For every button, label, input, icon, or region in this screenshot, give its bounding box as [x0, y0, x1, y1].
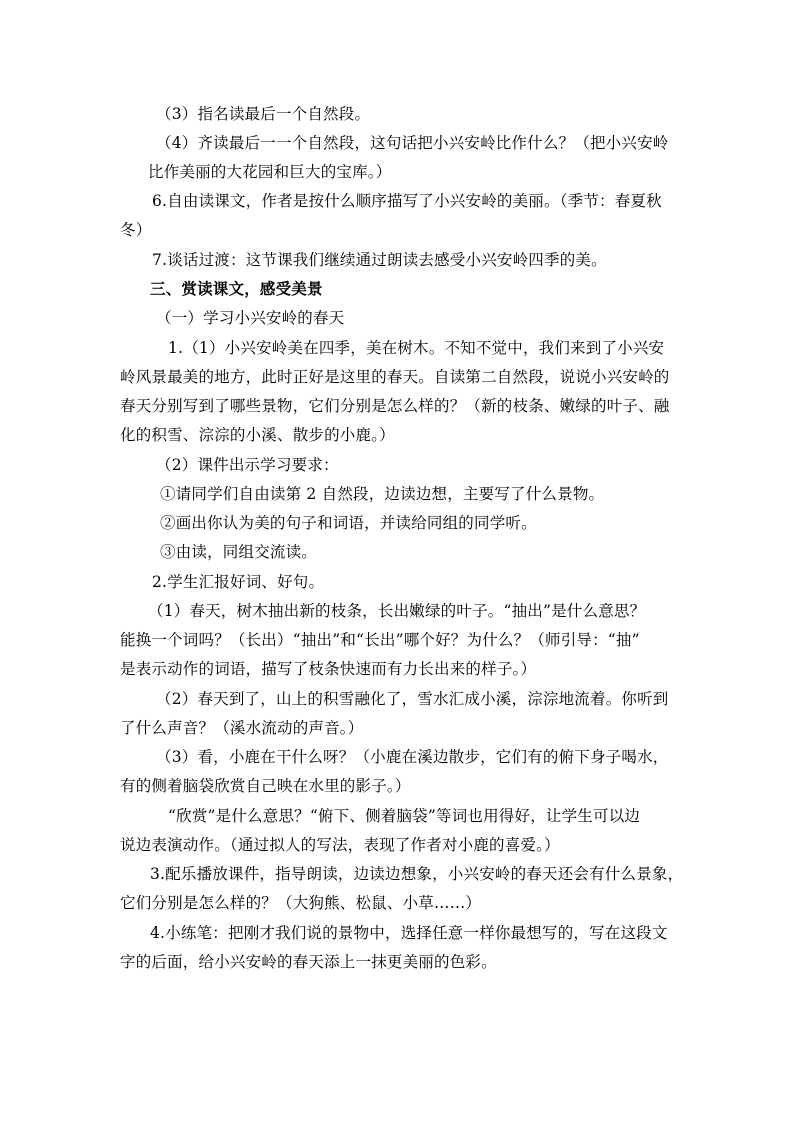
- text-line: 能换一个词吗？（长出）“抽出”和“长出”哪个好？为什么？（师引导：“抽”: [120, 631, 640, 649]
- list-item: ②画出你认为美的句子和词语，并读给同组的同学听。: [160, 514, 537, 532]
- text-line: （3）指名读最后一个自然段。: [156, 105, 371, 123]
- text-line: 岭风景最美的地方，此时正好是这里的春天。自读第二自然段，说说小兴安岭的: [120, 368, 670, 386]
- text-line: 有的侧着脑袋欣赏自己映在水里的影子。）: [120, 777, 411, 795]
- text-line: 7.谈话过渡：这节课我们继续通过朗读去感受小兴安岭四季的美。: [152, 251, 607, 269]
- text-line: 1.（1）小兴安岭美在四季，美在树木。不知不觉中，我们来到了小兴安: [168, 339, 665, 357]
- text-line: 化的积雪、淙淙的小溪、散步的小鹿。）: [120, 426, 395, 444]
- text-line: 了什么声音？（溪水流动的声音。）: [120, 719, 364, 737]
- text-line: （4）齐读最后一一个自然段，这句话把小兴安岭比作什么？（把小兴安岭: [156, 134, 669, 152]
- section-heading: 三、赏读课文，感受美景: [150, 279, 323, 298]
- text-line: 3.配乐播放课件，指导朗读，边读边想象，小兴安岭的春天还会有什么景象，: [150, 865, 684, 883]
- text-line: 2.学生汇报好词、好句。: [152, 573, 325, 591]
- text-line: 6.自由读课文，作者是按什么顺序描写了小兴安岭的美丽。（季节：春夏秋: [152, 192, 662, 210]
- subsection-heading: （一）学习小兴安岭的春天: [156, 309, 345, 327]
- text-line: “欣赏”是什么意思？“俯下、侧着脑袋”等词也用得好，让学生可以边: [168, 807, 641, 825]
- list-item: ①请同学们自由读第 2 自然段，边读边想，主要写了什么景物。: [160, 485, 605, 503]
- text-line: 冬）: [120, 221, 152, 239]
- text-line: 是表示动作的词语，描写了枝条快速而有力长出来的样子。）: [120, 660, 537, 678]
- text-line: 说边表演动作。（通过拟人的写法，表现了作者对小鹿的喜爱。）: [120, 836, 560, 854]
- text-line: 春天分别写到了哪些景物，它们分别是怎么样的？（新的枝条、嫩绿的叶子、融: [120, 397, 670, 415]
- text-line: （3）看，小鹿在干什么呀？（小鹿在溪边散步，它们有的俯下身子喝水，: [156, 748, 669, 766]
- text-line: 它们分别是怎么样的？（大狗熊、松鼠、小草……）: [120, 894, 482, 912]
- text-line: 比作美丽的大花园和巨大的宝库。）: [148, 163, 392, 181]
- text-line: （2）课件出示学习要求：: [156, 456, 339, 474]
- text-line: （1）春天，树木抽出新的枝条，长出嫩绿的叶子。“抽出”是什么意思？: [148, 602, 646, 620]
- list-item: ③由读，同组交流读。: [160, 543, 318, 561]
- text-line: 4.小练笔：把刚才我们说的景物中，选择任意一样你最想写的，写在这段文: [150, 924, 668, 942]
- text-line: 字的后面，给小兴安岭的春天添上一抹更美丽的色彩。: [120, 953, 497, 971]
- text-line: （2）春天到了，山上的积雪融化了，雪水汇成小溪，淙淙地流着。你听到: [156, 690, 669, 708]
